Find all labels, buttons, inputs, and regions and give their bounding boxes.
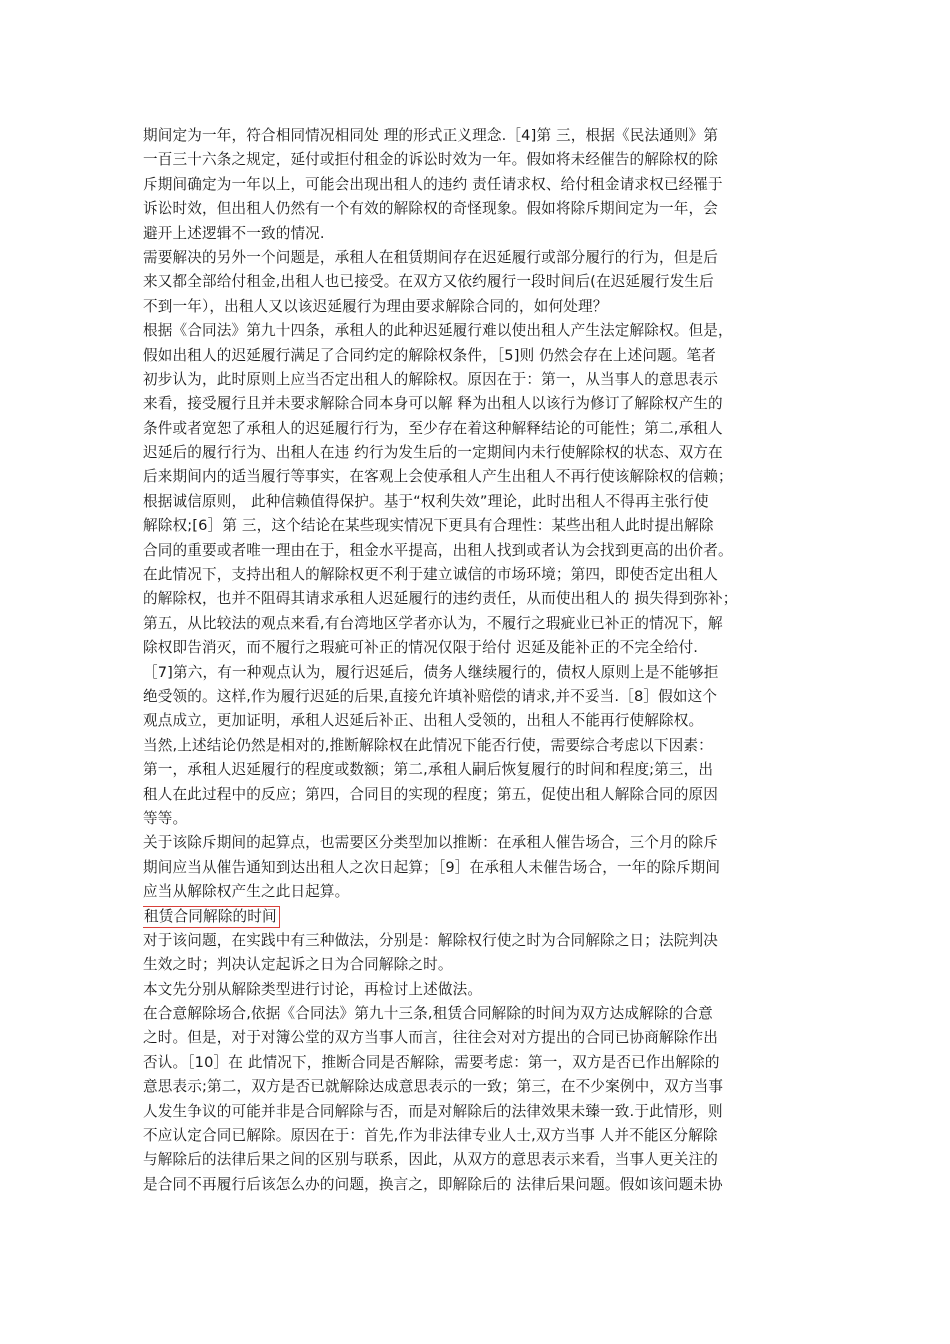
text-line: 解除权;[6］第 三，这个结论在某些现实情况下更具有合理性：某些出租人此时提出解除 xyxy=(143,517,714,535)
text-line: 来又都全部给付租金,出租人也已接受。在双方又依约履行一段时间后(在迟延履行发生后 xyxy=(143,273,714,291)
text-line: 观点成立，更加证明，承租人迟延后补正、出租人受领的，出租人不能再行使解除权。 xyxy=(143,712,704,730)
section-heading: 租赁合同解除的时间 xyxy=(143,906,280,928)
text-line: 除权即告消灭，而不履行之瑕疵可补正的情况仅限于给付 迟延及能补正的不完全给付. xyxy=(143,639,699,657)
document-body xyxy=(143,124,813,1197)
text-line: 假如出租人的迟延履行满足了合同约定的解除权条件，［5]则 仍然会存在上述问题。笔者 xyxy=(143,346,717,364)
text-line: 对于该问题，在实践中有三种做法，分别是：解除权行使之时为合同解除之日；法院判决 xyxy=(143,931,719,949)
text-line: 与解除后的法律后果之间的区别与联系，因此，从双方的意思表示来看，当事人更关注的 xyxy=(143,1151,719,1169)
text-line: 初步认为，此时原则上应当否定出租人的解除权。原因在于：第一，从当事人的意思表示 xyxy=(143,370,719,388)
text-line: 第一，承租人迟延履行的程度或数额；第二,承租人嗣后恢复履行的时间和程度;第三，出 xyxy=(143,761,714,779)
text-line: 等等。 xyxy=(143,809,188,827)
text-line: 斥期间确定为一年以上，可能会出现出租人的违约 责任请求权、给付租金请求权已经罹于 xyxy=(143,175,723,193)
text-line: 根据诚信原则， 此种信赖值得保护。基于“权利失效”理论，此时出租人不得再主张行使 xyxy=(143,492,709,510)
text-line: 是合同不再履行后该怎么办的问题，换言之，即解除后的 法律后果问题。假如该问题未协 xyxy=(143,1175,723,1193)
text-line: 第五，从比较法的观点来看,有台湾地区学者亦认为，不履行之瑕疵业已补正的情况下，解 xyxy=(143,614,723,632)
text-line: 在此情况下，支持出租人的解除权更不利于建立诚信的市场环境；第四，即使否定出租人 xyxy=(143,566,719,584)
text-line: 应当从解除权产生之此日起算。 xyxy=(143,883,350,901)
text-line: 意思表示;第二，双方是否已就解除达成意思表示的一致；第三，在不少案例中，双方当事 xyxy=(143,1078,724,1096)
text-line: 在合意解除场合,依据《合同法》第九十三条,租赁合同解除的时间为双方达成解除的合意 xyxy=(143,1005,713,1023)
text-line: 否认。［10］在 此情况下，推断合同是否解除，需要考虑：第一，双方是否已作出解除的 xyxy=(143,1053,720,1071)
text-line: 生效之时；判决认定起诉之日为合同解除之时。 xyxy=(143,956,453,974)
text-line: 来看，接受履行且并未要求解除合同本身可以解 释为出租人以该行为修订了解除权产生的 xyxy=(143,395,723,413)
text-line: ［7]第六，有一种观点认为，履行迟延后，债务人继续履行的，债权人原则上是不能够拒 xyxy=(143,663,719,681)
text-line: 避开上述逻辑不一致的情况. xyxy=(143,224,325,242)
text-line: 的解除权，也并不阻碍其请求承租人迟延履行的违约责任，从而使出租人的 损失得到弥补； xyxy=(143,590,738,608)
text-line: 当然,上述结论仍然是相对的,推断解除权在此情况下能否行使，需要综合考虑以下因素： xyxy=(143,736,713,754)
section-heading-line xyxy=(143,905,813,929)
text-line: 之时。但是，对于对簿公堂的双方当事人而言，往往会对对方提出的合同已协商解除作出 xyxy=(143,1029,719,1047)
text-line: 绝受领的。这样,作为履行迟延的后果,直接允许填补赔偿的请求,并不妥当.［8］假如这个 xyxy=(143,687,718,705)
text-line: 人发生争议的可能并非是合同解除与否，而是对解除后的法律效果未臻一致.于此情形，则 xyxy=(143,1102,723,1120)
text-line: 关于该除斥期间的起算点，也需要区分类型加以推断：在承租人催告场合，三个月的除斥 xyxy=(143,834,719,852)
text-line: 需要解决的另外一个问题是，承租人在租赁期间存在迟延履行或部分履行的行为，但是后 xyxy=(143,248,719,266)
text-line: 租人在此过程中的反应；第四，合同目的实现的程度；第五，促使出租人解除合同的原因 xyxy=(143,785,719,803)
text-line: 期间定为一年，符合相同情况相同处 理的形式正义理念.［4]第 三，根据《民法通则》第 xyxy=(143,127,719,144)
text-line: 本文先分别从解除类型进行讨论，再检讨上述做法。 xyxy=(143,980,483,998)
text-line: 诉讼时效，但出租人仍然有一个有效的解除权的奇怪现象。假如将除斥期间定为一年，会 xyxy=(143,200,719,218)
text-line: 一百三十六条之规定，延付或拒付租金的诉讼时效为一年。假如将未经催告的解除权的除 xyxy=(143,151,719,169)
text-line: 不应认定合同已解除。原因在于：首先,作为非法律专业人士,双方当事 人并不能区分解除 xyxy=(143,1127,718,1145)
text-line: 条件或者宽恕了承租人的迟延履行行为，至少存在着这种解释结论的可能性；第二,承租人 xyxy=(143,419,723,437)
text-line: 迟延后的履行行为、出租人在违 约行为发生后的一定期间内未行使解除权的状态、双方在 xyxy=(143,444,723,462)
text-line: 期间应当从催告通知到达出租人之次日起算；［9］在承租人未催告场合，一年的除斥期间 xyxy=(143,858,721,876)
text-line: 合同的重要或者唯一理由在于，租金水平提高，出租人找到或者认为会找到更高的出价者。 xyxy=(143,541,733,559)
text-line: 不到一年），出租人又以该迟延履行为理由要求解除合同的，如何处理？ xyxy=(143,297,608,315)
text-line: 根据《合同法》第九十四条，承租人的此种迟延履行难以使出租人产生法定解除权。但是， xyxy=(143,322,733,340)
text-line: 后来期间内的适当履行等事实，在客观上会使承租人产生出租人不再行使该解除权的信赖； xyxy=(143,468,733,486)
